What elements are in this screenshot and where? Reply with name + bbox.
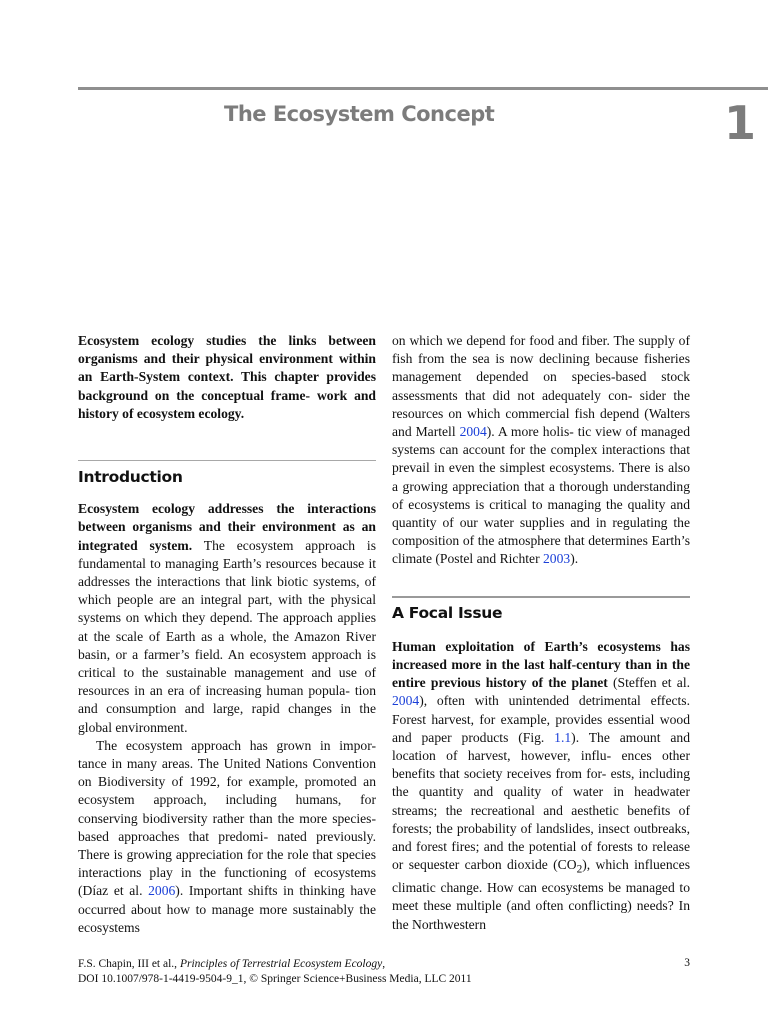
focal-lead: Human exploitation of Earth’s ecosystems has increased more in the last half-century than in the entire previous history of the planet [392,638,690,691]
focal-text: ), often with unintended detrimental effects. Forest harvest, for example, provides essential wood and paper products (Fig. [392,693,690,745]
citation-link[interactable]: 2006 [148,883,176,899]
footer-authors: F.S. Chapin, III et al., [78,958,180,970]
intro-paragraph-3-text: on which we depend for food and fiber. The supply of fish from the sea is now declining because fisheries management depended on species-based stock assessments that did not adequately con- sider the resources on which commercial fish depend (Walters and Martell [392,333,690,440]
focal-text: (Steffen et al. [607,675,690,691]
footer-comma: , [382,958,386,970]
intro-paragraph-1 [78,500,376,737]
citation-link[interactable]: 2004 [392,693,420,709]
co2-subscript: 2 [576,864,583,876]
intro-lead: Ecosystem ecology addresses the interactions between organisms and their environment as an integrated system. [78,501,376,553]
header-rule [78,87,768,90]
focal-paragraph [392,638,690,934]
page-footer [78,957,472,987]
intro-paragraph-2-text: The ecosystem approach has grown in impor- tance in many areas. The United Nations Convention on Biodiversity of 1992, for example, promoted an ecosystem approach, including humans, for conserving biodiversity rather than the more species-based approaches that predomi- nated previously. There is growing appreciation for the role that species interactions play in the functioning of ecosystems (Díaz et al. [78,737,376,899]
intro-paragraph-3-text-middle: ). A more holis- tic view of managed systems can account for the complex interactions that prevail in even the simplest ecosystems. There is also a growing appreciation that a thorough understanding of ecosystems is critical to managing the quality and quantity of our water supplies and in regulating the composition of the atmosphere that determines Earth’s climate (Postel and Richter [392,424,691,567]
introduction-heading: Introduction [78,468,183,487]
section-divider [392,596,690,598]
focal-text: ). The amount and location of harvest, however, influ- ences other benefits that society receives from for- ests, including the quantity and quality of water in headwater streams; the recreational and aesthetic benefits of forests; the probability of landslides, insect outbreaks, and forest fires; and the potential of forests to release or sequester carbon dioxide (CO [392,729,690,873]
intro-paragraph-1-text: The ecosystem approach is fundamental to managing Earth’s resources because it addresses the interactions that link biotic systems, of which people are an integral part, with the physical systems on which they depend. The approach applies at the scale of Earth as a whole, the Amazon River basin, or a farmer’s field. An ecosystem approach is critical to the sustainable management and use of resources in an era of increasing human popula- tion and consumption and large, rapid changes in the global environment. [78,537,376,735]
intro-paragraph-2 [78,737,376,937]
intro-paragraph-2-text-end: ). Important shifts in thinking have occurred about how to manage more sustainably the ecosystems [78,883,376,935]
citation-link[interactable]: 2003 [543,551,571,567]
left-column [78,332,376,937]
footer-doi: DOI 10.1007/978-1-4419-9504-9_1, © Springer Science+Business Media, LLC 2011 [78,973,472,985]
footer-book-title: Principles of Terrestrial Ecosystem Ecology [179,958,383,970]
abstract: Ecosystem ecology studies the links between organisms and their physical environment within an Earth-System context. This chapter provides background on the conceptual frame- work and history of ecosystem ecology. [78,333,376,421]
focal-text-end: ), which influences climatic change. How can ecosystems be managed to meet these multiple (and often conflicting) needs? In the Northwestern [392,857,690,932]
citation-link[interactable]: 2004 [459,424,487,440]
figure-link[interactable]: 1.1 [554,729,572,745]
section-divider [78,460,376,461]
chapter-number: 1 [723,96,756,150]
footer-citation [78,957,472,972]
intro-paragraph-3-text-end: ). [570,551,579,567]
focal-issue-heading: A Focal Issue [392,603,503,622]
chapter-title: The Ecosystem Concept [224,102,495,126]
intro-paragraph-3 [392,332,690,569]
page-number: 3 [684,957,690,969]
right-column [392,332,690,934]
